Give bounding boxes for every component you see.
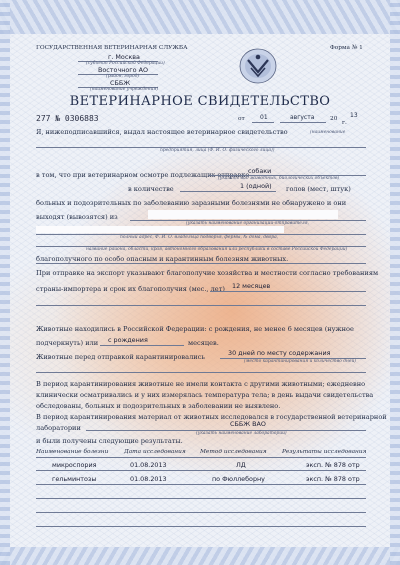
quarantine-value: 30 дней по месту содержания (228, 349, 331, 357)
test-row-2-result: эксп. № 878 отр (306, 475, 360, 483)
body-line-1: Я, нижеподписавшийся, выдал настоящее ветеринарное свидетельство (36, 128, 288, 136)
date-day: 01 (260, 114, 268, 121)
fill-line-months (210, 291, 366, 292)
city-caption: (субъект Российской Федерации) (86, 61, 165, 66)
body-line-15: В период карантинирования животные не имели контакта с другими животными; ежедневно (36, 380, 366, 388)
test-row-1-date: 01.08.2013 (130, 461, 167, 469)
since-value: с рождения (108, 336, 148, 344)
test-row-1-method: ЛД (236, 461, 246, 469)
guilloche-border-top (0, 0, 400, 34)
quarantine-caption: (место карантинирования и количество дней) (244, 359, 357, 364)
fill-line-quantity (180, 191, 276, 192)
redacted-address (36, 226, 284, 233)
table-row-5-rule (36, 526, 366, 527)
table-header-result: Результаты исследования (282, 449, 367, 455)
quantity-value: 1 (одной) (240, 182, 272, 190)
org-caption: (наименование учреждения) (90, 87, 159, 92)
body-line-12: Животные находились в Российской Федерации: с рождения, не менее 6 месяцев (нужное (36, 325, 354, 333)
city-value: г. Москва (108, 53, 140, 61)
guilloche-border-right (390, 0, 400, 565)
test-row-2-method: по Фюллеборну (212, 475, 265, 483)
date-month-line (280, 122, 326, 123)
emblem-icon (236, 46, 280, 86)
months-value: 12 месяцев (232, 282, 271, 290)
address-caption: полный адрес, Ф. И. О. владельца подворья, фермы, № дома, двора, (120, 235, 279, 240)
fill-line-blank-2 (36, 372, 366, 373)
date-year-suffix: г. (342, 120, 347, 126)
table-row-3-rule (36, 498, 366, 499)
serial-number: 277 № 0306883 (36, 114, 99, 123)
region-caption: название района, области, края, автономного образования или республики в составе Российской Федерации) (86, 247, 348, 252)
table-row-1-rule (36, 470, 366, 471)
body-line-17: обследованы, больных и подозрительных в заболевании не выявлено. (36, 402, 281, 410)
date-from-label: от (238, 116, 245, 122)
date-year: 13 (350, 112, 358, 119)
org-value: СББЖ (110, 79, 131, 87)
test-row-2-date: 01.08.2013 (130, 475, 167, 483)
lab-value: СББЖ ВАО (230, 420, 266, 428)
fill-line-since (100, 345, 184, 346)
quantity-unit: голов (мест, штук) (286, 185, 351, 193)
quantity-label: в количестве (128, 185, 174, 193)
lab-caption: (указать наименование лаборатории) (196, 431, 287, 436)
table-header-rule (36, 457, 366, 458)
table-header-disease: Наименование болезни (36, 449, 109, 455)
body-line-20: и были получены следующие результаты. (36, 437, 183, 445)
body-line-10: При отправке на экспорт указывают благополучие хозяйства и местности согласно требованиям (36, 269, 379, 277)
guilloche-border-bottom (0, 547, 400, 565)
district-caption: (район, город) (106, 74, 140, 79)
district-value: Восточного АО (98, 66, 149, 74)
test-row-1-disease: микроспория (52, 461, 97, 469)
body-line-2-caption: предприятия, лица (Ф. И. О. физического лица)) (160, 148, 275, 153)
body-line-14: Животные перед отправкой карантинировались (36, 353, 205, 361)
table-header-method: Метод исследования (200, 449, 267, 455)
body-line-13: подчеркнуть) или (36, 339, 99, 347)
body-line-3: в том, что при ветеринарном осмотре подлежащих отправке (36, 171, 250, 179)
agency-name: ГОСУДАРСТВЕННАЯ ВЕТЕРИНАРНАЯ СЛУЖБА (36, 45, 188, 51)
body-line-16: клинически осматривались и у них измерялась температура тела; в день выдачи свидетельства (36, 391, 374, 399)
animal-caption: (указать вид животных, биологических объектов) (218, 176, 340, 181)
document-title: ВЕТЕРИНАРНОЕ СВИДЕТЕЛЬСТВО (69, 94, 331, 109)
table-row-2-rule (36, 484, 366, 485)
form-number: Форма № 1 (330, 45, 363, 51)
guilloche-border-left (0, 0, 10, 565)
sender-caption: (указать наименование организации-отправителя, (186, 221, 309, 226)
redacted-sender (148, 210, 338, 219)
table-row-4-rule (36, 512, 366, 513)
date-day-line (252, 122, 274, 123)
body-line-6: выходят (вывозятся) из (36, 213, 118, 221)
body-line-18: В период карантинирования материал от животных исследовался в государственной ветеринарной (36, 413, 387, 421)
date-month: августа (290, 114, 315, 121)
body-line-9: благополучного по особо опасным и карантинным болезням животных. (36, 255, 289, 263)
test-row-2-disease: гельминтозы (52, 475, 97, 483)
fill-line-9 (36, 263, 366, 264)
test-row-1-result: эксп. № 878 отр (306, 461, 360, 469)
body-line-1-caption: (наименование (310, 130, 346, 135)
date-year-prefix: 20 (330, 116, 338, 122)
table-header-date: Дата исследования (124, 449, 186, 455)
animal-type: собаки (248, 167, 272, 175)
body-line-11: страны-импортера и срок их благополучия (мес., лет) (36, 285, 225, 293)
fill-line-blank-1 (36, 305, 366, 306)
body-line-19: лаборатории (36, 424, 81, 432)
body-line-5: больных и подозрительных по заболеванию заразными болезнями не обнаружено и они (36, 199, 347, 207)
since-unit: месяцев. (188, 339, 219, 347)
